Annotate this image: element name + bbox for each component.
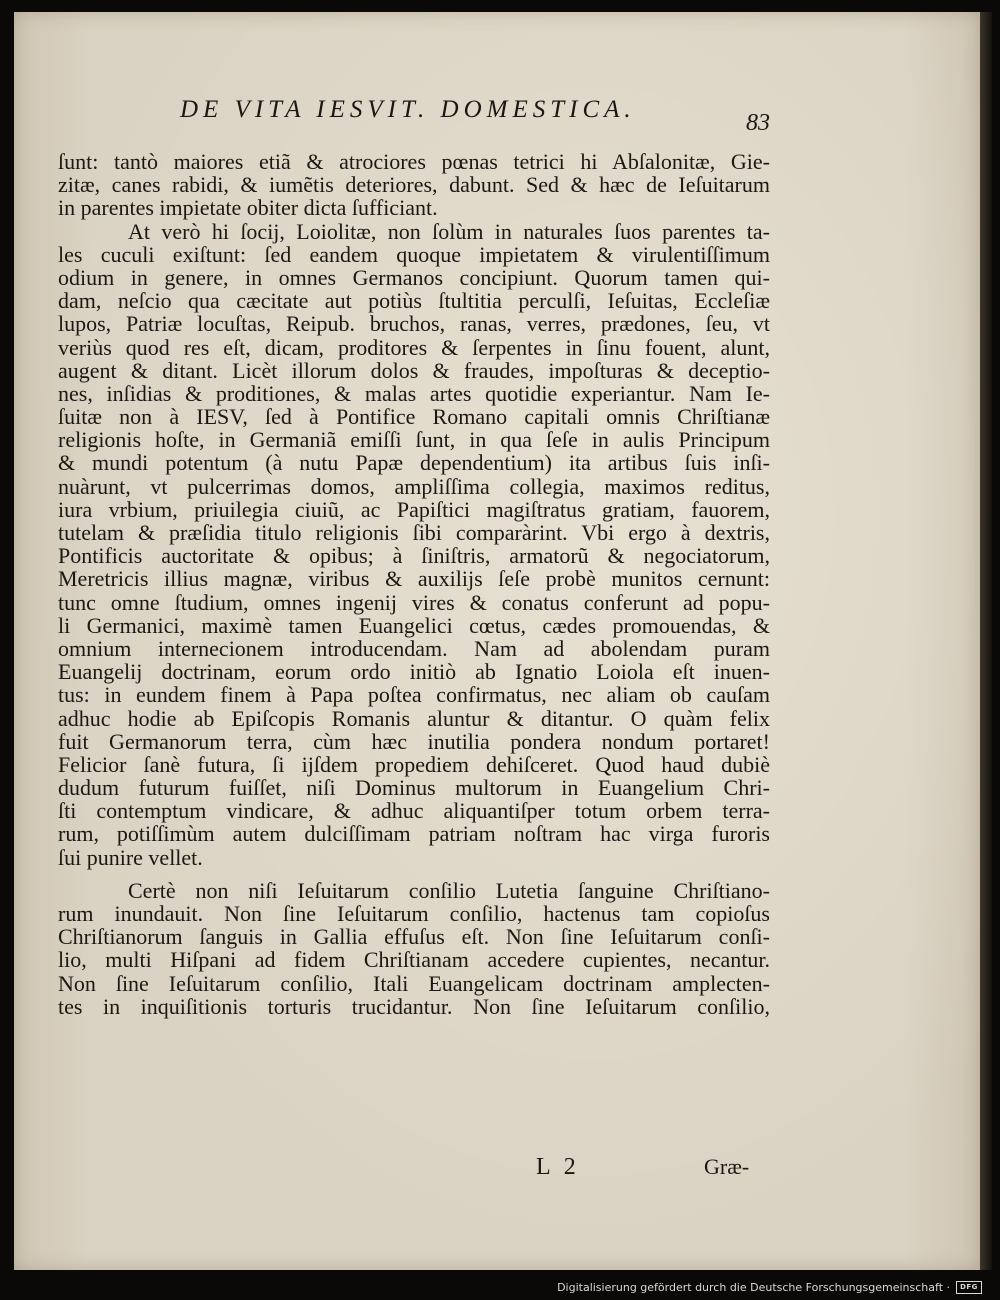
running-header: DE VITA IESVIT. DOMESTICA. <box>180 96 636 123</box>
text-line: At verò hi ſocij, Loiolitæ, non ſolùm in naturales ſuos parentes ta- <box>128 218 770 244</box>
text-line: li Germanici, maximè tamen Euangelici cœtus, cædes promouendas, & <box>58 612 770 638</box>
footer-credit: Digitalisierung gefördert durch die Deutsche Forschungsgemeinschaft · <box>557 1281 950 1294</box>
text-line: ſti contemptum vindicare, & adhuc aliquantiſper totum orbem terra- <box>58 798 770 824</box>
text-line: tutelam & præſidia titulo religionis ſibi comparàrint. Vbi ergo à dextris, <box>58 520 770 545</box>
dfg-logo-icon: DFG <box>956 1281 982 1294</box>
text-line: in parentes impietate obiter dicta ſufficiant. <box>58 195 438 221</box>
text-line: Non ſine Ieſuitarum conſilio, Itali Euangelicam doctrinam amplecten- <box>58 970 770 996</box>
text-line: fuit Germanorum terra, cùm hæc inutilia pondera nondum portaret! <box>58 728 770 754</box>
digitization-footer <box>557 1281 982 1294</box>
text-line: zitæ, canes rabidi, & iumẽtis deteriores, dabunt. Sed & hæc de Ieſuitarum <box>58 172 770 198</box>
text-line: les cuculi exiſtunt: ſed eandem quoque impietatem & virulentiſſimum <box>58 241 770 267</box>
text-line: iura vrbium, priuilegia ciuiũ, ac Papiſtici magiſtratus gratiam, fauorem, <box>58 496 770 522</box>
text-line: dam, neſcio qua cæcitate aut potiùs ſtultitia perculſi, Ieſuitas, Eccleſiæ <box>58 288 770 314</box>
text-line: omnium internecionem introducendam. Nam ad abolendam puram <box>58 635 770 661</box>
text-line: & mundi potentum (à nutu Papæ dependentium) ita artibus ſuis inſi- <box>58 450 770 476</box>
text-line: adhuc hodie ab Epiſcopis Romanis aluntur & ditantur. O quàm felix <box>58 705 770 731</box>
text-line: rum, potiſſimùm autem dulciſſimam patriam noſtram hac virga furoris <box>58 821 770 847</box>
text-line: Pontificis auctoritate & opibus; à ſiniſtris, armatorũ & negociatorum, <box>58 543 770 569</box>
book-page <box>14 12 980 1270</box>
body-text <box>58 150 770 1018</box>
text-line: tes in inquiſitionis torturis trucidantur. Non ſine Ieſuitarum conſilio, <box>58 993 770 1019</box>
text-line: tus: in eundem finem à Papa poſtea confirmatus, nec aliam ob cauſam <box>58 682 770 708</box>
text-line: veriùs quod res eſt, dicam, proditores & ſerpentes in ſinu fouent, alunt, <box>58 334 770 360</box>
text-line: Chriſtianorum ſanguis in Gallia effuſus eſt. Non ſine Ieſuitarum conſi- <box>58 924 770 950</box>
text-line: dudum futurum fuiſſet, niſi Dominus multorum in Euangelium Chri- <box>58 775 770 801</box>
text-line: Felicior ſanè futura, ſi ijſdem propediem dehiſceret. Quod haud dubiè <box>58 751 770 777</box>
page-number: 83 <box>746 110 770 136</box>
text-line: augent & ditant. Licèt illorum dolos & fraudes, impoſturas & deceptio- <box>58 357 770 383</box>
text-line: ſuitæ non à IESV, ſed à Pontifice Romano capitali omnis Chriſtianæ <box>58 404 770 430</box>
text-line: Euangelij doctrinam, eorum ordo initiò ab Ignatio Loiola eſt inuen- <box>58 659 770 685</box>
text-line: religionis hoſte, in Germaniã emiſſi ſunt, in qua ſeſe in aulis Principum <box>58 427 770 453</box>
catchword: Græ- <box>704 1154 750 1179</box>
text-line: Certè non niſi Ieſuitarum conſilio Lutetia ſanguine Chriſtiano- <box>128 877 770 903</box>
text-line: nuàrunt, vt pulcerrimas domos, ampliſſima collegia, maximos reditus, <box>58 473 770 499</box>
text-line: lupos, Patriæ locuſtas, Reipub. bruchos, ranas, verres, prædones, ſeu, vt <box>58 311 770 337</box>
text-line: tunc omne ſtudium, omnes ingenij vires & conatus conferunt ad popu- <box>58 589 770 615</box>
signature-mark: L 2 <box>536 1154 580 1180</box>
text-line: ſui punire vellet. <box>58 844 203 870</box>
text-line: nes, inſidias & proditiones, & malas artes quotidie experiantur. Nam Ie- <box>58 380 770 406</box>
text-line: rum inundauit. Non ſine Ieſuitarum conſilio, hactenus tam copioſus <box>58 901 770 926</box>
text-line: Meretricis illius magnæ, viribus & auxilijs ſeſe probè munitos cernunt: <box>58 566 770 592</box>
page-edge <box>980 12 992 1270</box>
text-line: odium in genere, in omnes Germanos concipiunt. Quorum tamen qui- <box>58 264 770 290</box>
text-line: ſunt: tantò maiores etiã & atrociores pœnas tetrici hi Abſalonitæ, Gie- <box>58 149 770 174</box>
text-line: lio, multi Hiſpani ad fidem Chriſtianam accedere cupientes, necantur. <box>58 947 770 973</box>
